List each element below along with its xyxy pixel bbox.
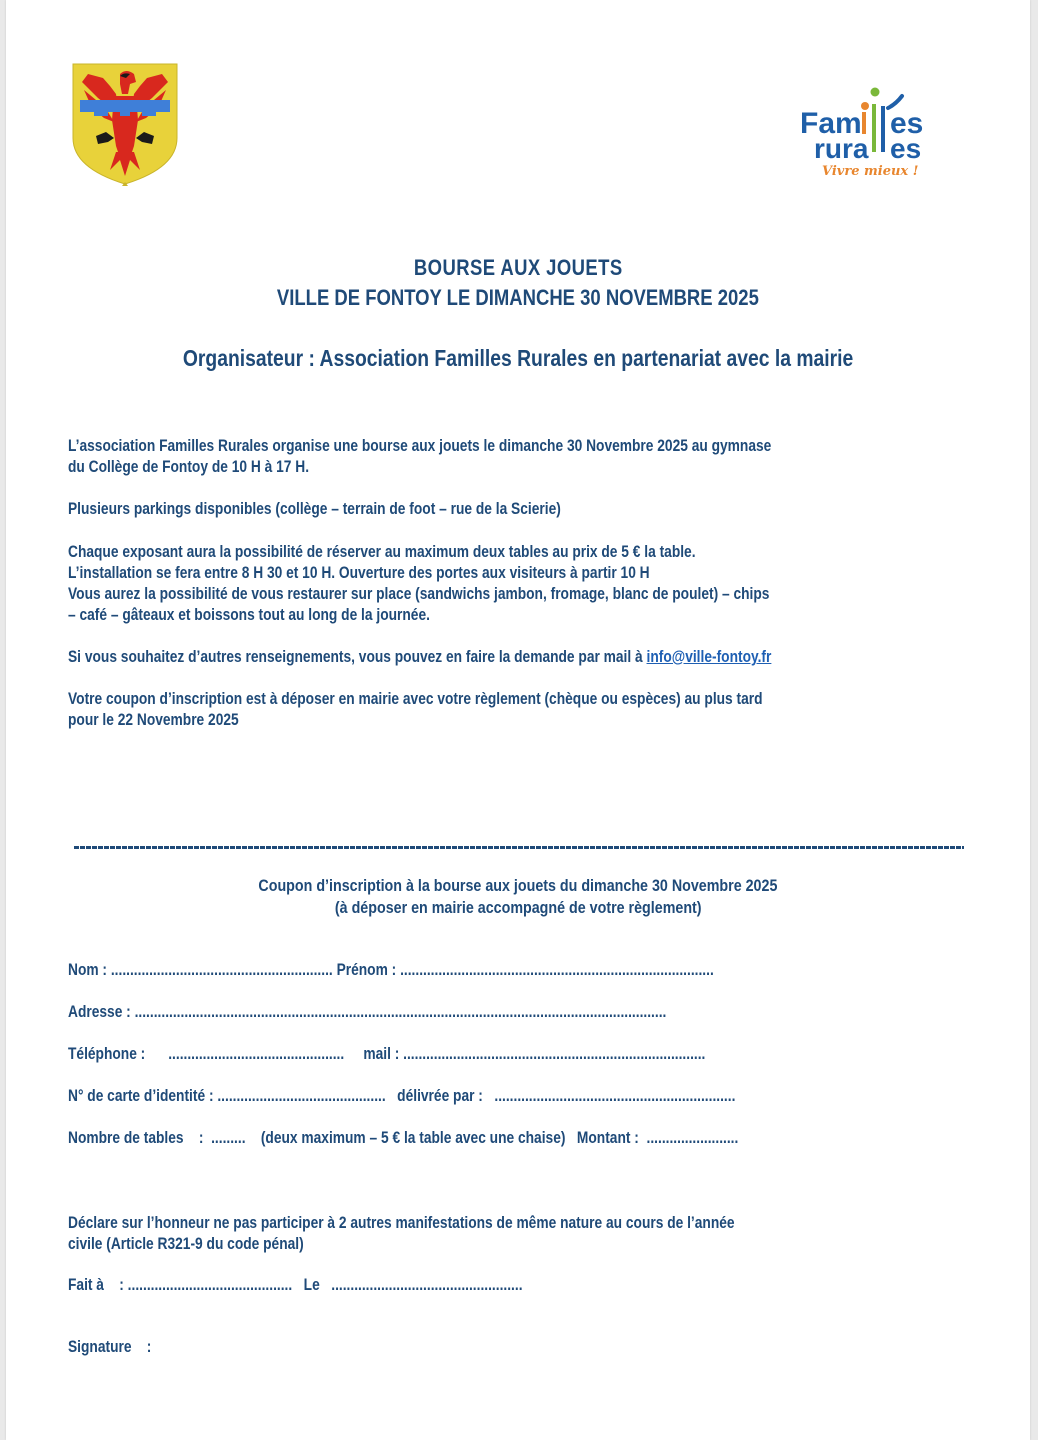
deadline-line-2: pour le 22 Novembre 2025 bbox=[68, 710, 239, 729]
signature-label: Signature : bbox=[68, 1337, 152, 1356]
telephone-field[interactable]: .............................................. bbox=[168, 1044, 345, 1063]
info-text: Si vous souhaitez d’autres renseignements, vous pouvez en faire la demande par mail à bbox=[68, 647, 647, 666]
declaration-paragraph bbox=[68, 1212, 975, 1254]
coupon-title-line-2: (à déposer en mairie accompagné de votre règlement) bbox=[334, 898, 702, 917]
montant-field[interactable]: ........................ bbox=[646, 1128, 739, 1147]
field-row-tables-montant bbox=[68, 1128, 738, 1148]
le-date-field[interactable]: .................................................. bbox=[331, 1275, 523, 1294]
parking-line: Plusieurs parkings disponibles (collège – terrain de foot – rue de la Scierie) bbox=[68, 499, 561, 518]
logo-figure-orange bbox=[862, 112, 866, 134]
logo-text-fam: Fam bbox=[800, 107, 862, 140]
logo-figure-green bbox=[872, 104, 876, 152]
deadline-paragraph bbox=[68, 688, 975, 730]
field-row-fait-le bbox=[68, 1275, 523, 1295]
intro-line-2: du Collège de Fontoy de 10 H à 17 H. bbox=[68, 457, 310, 476]
document-page bbox=[6, 0, 1030, 1440]
prenom-label: Prénom : bbox=[332, 960, 401, 979]
intro-paragraph bbox=[68, 435, 975, 477]
montant-label: Montant : bbox=[576, 1128, 647, 1147]
deadline-line-1: Votre coupon d’inscription est à déposer en mairie avec votre règlement (chèque ou espèces) au plus tard bbox=[68, 689, 763, 708]
prenom-field[interactable]: .................................................................................. bbox=[400, 960, 714, 979]
field-row-telephone-mail bbox=[68, 1044, 705, 1064]
familles-rurales-logo bbox=[796, 78, 966, 178]
logo-figure-blue bbox=[881, 106, 885, 152]
field-row-carte-identite bbox=[68, 1086, 735, 1106]
fait-a-label: Fait à : bbox=[68, 1275, 128, 1294]
mail-label: mail : bbox=[344, 1044, 404, 1063]
nom-label: Nom : bbox=[68, 960, 111, 979]
familles-rurales-logo-graphic bbox=[796, 78, 966, 178]
declaration-line-1: Déclare sur l’honneur ne pas participer à 2 autres manifestations de même nature au cours de l’année bbox=[68, 1213, 735, 1232]
tables-line-2: L’installation se fera entre 8 H 30 et 10 H. Ouverture des portes aux visiteurs à partir 10 H bbox=[68, 563, 650, 582]
mail-field[interactable]: ............................................................................... bbox=[403, 1044, 706, 1063]
fait-a-field[interactable]: ........................................... bbox=[127, 1275, 293, 1294]
intro-line-1: L’association Familles Rurales organise une bourse aux jouets le dimanche 30 Novembre 2025 au gymnase bbox=[68, 436, 772, 455]
delivree-par-field[interactable]: ............................................................... bbox=[494, 1086, 736, 1105]
declaration-line-2: civile (Article R321-9 du code pénal) bbox=[68, 1234, 304, 1253]
food-line-2: – café – gâteaux et boissons tout au long de la journée. bbox=[68, 605, 430, 624]
food-line-1: Vous aurez la possibilité de vous restaurer sur place (sandwichs jambon, fromage, blanc de poulet) – chips bbox=[68, 584, 770, 603]
parking-paragraph bbox=[68, 498, 975, 519]
field-row-adresse bbox=[68, 1002, 666, 1022]
document-subtitle bbox=[6, 285, 1030, 311]
email-link[interactable]: info@ville-fontoy.fr bbox=[646, 647, 772, 666]
fontoy-coat-of-arms-logo bbox=[68, 60, 182, 186]
adresse-field[interactable]: ........................................................................................................................................... bbox=[134, 1002, 667, 1021]
info-paragraph bbox=[68, 646, 975, 667]
organizer-heading bbox=[6, 345, 1030, 372]
coupon-title-line-1: Coupon d’inscription à la bourse aux jouets du dimanche 30 Novembre 2025 bbox=[258, 876, 778, 895]
subtitle-text: VILLE DE FONTOY LE DIMANCHE 30 NOVEMBRE 2025 bbox=[277, 285, 759, 310]
delivree-par-label: délivrée par : bbox=[385, 1086, 495, 1105]
le-label: Le bbox=[292, 1275, 332, 1294]
logo-tagline: Vivre mieux ! bbox=[822, 164, 919, 178]
carte-identite-field[interactable]: ............................................ bbox=[217, 1086, 386, 1105]
field-row-signature bbox=[68, 1337, 151, 1357]
coupon-title bbox=[6, 875, 1030, 919]
document-title bbox=[6, 255, 1030, 281]
tables-note: (deux maximum – 5 € la table avec une chaise) bbox=[245, 1128, 577, 1147]
nom-field[interactable]: .......................................................... bbox=[110, 960, 333, 979]
tables-line-1: Chaque exposant aura la possibilité de réserver au maximum deux tables au prix de 5 € la table. bbox=[68, 542, 696, 561]
nombre-tables-field[interactable]: ......... bbox=[211, 1128, 246, 1147]
nombre-tables-label: Nombre de tables : bbox=[68, 1128, 212, 1147]
logo-text-es: es bbox=[890, 107, 924, 140]
logo-text-rura: rura bbox=[814, 133, 869, 164]
adresse-label: Adresse : bbox=[68, 1002, 135, 1021]
title-text: BOURSE AUX JOUETS bbox=[413, 255, 623, 280]
field-row-nom-prenom bbox=[68, 960, 714, 980]
logo-text-es2: es bbox=[890, 133, 922, 164]
cut-line-divider bbox=[74, 846, 964, 849]
telephone-label: Téléphone : bbox=[68, 1044, 169, 1063]
organizer-text: Organisateur : Association Familles Rurales en partenariat avec la mairie bbox=[182, 345, 854, 371]
tables-paragraph bbox=[68, 541, 975, 625]
carte-identite-label: N° de carte d’identité : bbox=[68, 1086, 218, 1105]
